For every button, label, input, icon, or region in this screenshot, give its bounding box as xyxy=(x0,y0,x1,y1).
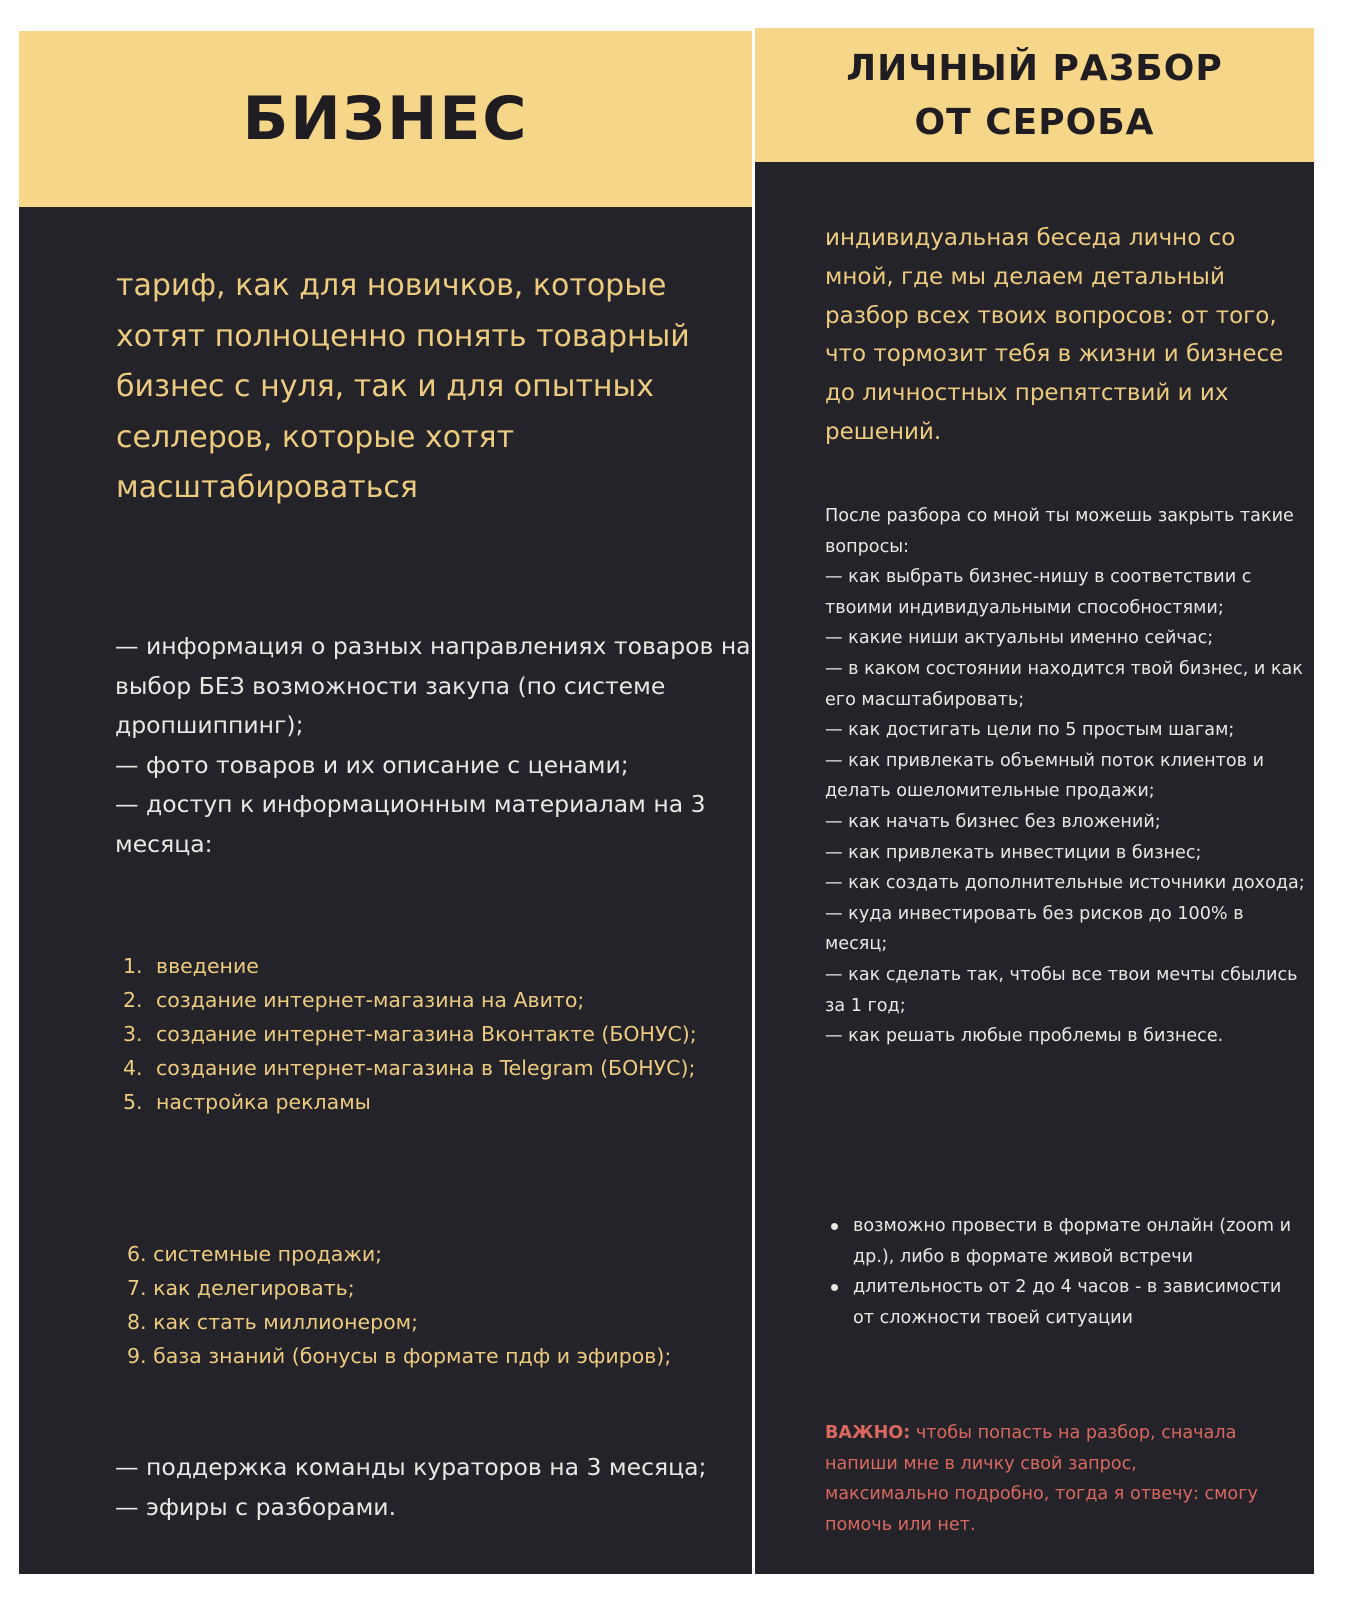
review-title-line: ЛИЧНЫЙ РАЗБОР xyxy=(846,48,1223,89)
materials-item: 9. база знаний (бонусы в формате пдф и эфиров); xyxy=(127,1344,672,1368)
bullet-item: длительность от 2 до 4 часов - в зависимости от сложности твоей ситуации xyxy=(825,1272,1305,1333)
materials-item: 2. создание интернет-магазина на Авито; xyxy=(123,988,585,1012)
important-text: чтобы попасть на разбор, сначала напиши мне в личку свой запрос, максимально подробно, тогда я отвечу: смогу помочь или нет. xyxy=(825,1423,1258,1535)
important-label: ВАЖНО: xyxy=(825,1423,911,1443)
bullet-dot-icon xyxy=(831,1284,838,1291)
question-item: — как начать бизнес без вложений; xyxy=(825,811,1161,832)
question-item: — как создать дополнительные источники дохода; xyxy=(825,873,1305,894)
business-title: БИЗНЕС xyxy=(19,31,752,207)
materials-list-extra xyxy=(127,1237,747,1373)
business-card xyxy=(19,31,752,1574)
question-item: — какие ниши актуальны именно сейчас; xyxy=(825,628,1214,649)
feature-item: — информация о разных направлениях товаров на выбор БЕЗ возможности закупа (по системе дропшиппинг); xyxy=(115,632,751,739)
questions-lead: После разбора со мной ты можешь закрыть такие вопросы: xyxy=(825,506,1294,557)
feature-item: — доступ к информационным материалам на 3 месяца: xyxy=(115,790,706,858)
feature-item: — фото товаров и их описание с ценами; xyxy=(115,750,629,779)
review-questions xyxy=(825,501,1305,1052)
question-item: — как достигать цели по 5 простым шагам; xyxy=(825,720,1235,741)
bullet-dot-icon xyxy=(831,1223,838,1230)
business-features xyxy=(115,627,755,864)
bullet-item: возможно провести в формате онлайн (zoom и др.), либо в формате живой встречи xyxy=(825,1211,1305,1272)
question-item: — как решать любые проблемы в бизнесе. xyxy=(825,1026,1224,1047)
materials-item: 6. системные продажи; xyxy=(127,1242,383,1266)
review-intro: индивидуальная беседа лично со мной, где мы делаем детальный разбор всех твоих вопросов: от того, что тормозит тебя в жизни и бизнесе до личностных препятствий и их решений. xyxy=(825,225,1284,445)
question-item: — как сделать так, чтобы все твои мечты сбылись за 1 год; xyxy=(825,964,1298,1016)
business-tail xyxy=(115,1448,715,1527)
business-intro: тариф, как для новичков, которые хотят полноценно понять товарный бизнес с нуля, так и для опытных селлеров, которые хотят масштабироваться xyxy=(116,268,690,505)
review-title xyxy=(755,28,1314,162)
question-item: — куда инвестировать без рисков до 100% в месяц; xyxy=(825,903,1244,955)
materials-list xyxy=(123,949,743,1119)
question-item: — как привлекать инвестиции в бизнес; xyxy=(825,842,1202,863)
review-bullets xyxy=(825,1211,1305,1333)
materials-item: 8. как стать миллионером; xyxy=(127,1310,419,1334)
materials-item: 5. настройка рекламы xyxy=(123,1090,371,1114)
important-note xyxy=(825,1418,1265,1540)
question-item: — как привлекать объемный поток клиентов и делать ошеломительные продажи; xyxy=(825,750,1265,802)
review-title-line: ОТ СЕРОБА xyxy=(914,102,1155,143)
question-item: — в каком состоянии находится твой бизнес, и как его масштабировать; xyxy=(825,658,1303,710)
tail-item: — поддержка команды кураторов на 3 месяца; xyxy=(115,1453,707,1481)
materials-item: 7. как делегировать; xyxy=(127,1276,355,1300)
materials-item: 4. создание интернет-магазина в Telegram (БОНУС); xyxy=(123,1056,696,1080)
review-card xyxy=(755,28,1314,1574)
tail-item: — эфиры с разборами. xyxy=(115,1492,397,1521)
question-item: — как выбрать бизнес-нишу в соответствии с твоими индивидуальными способностями; xyxy=(825,567,1252,618)
materials-item: 1. введение xyxy=(123,954,259,978)
materials-item: 3. создание интернет-магазина Вконтакте (БОНУС); xyxy=(123,1022,697,1046)
